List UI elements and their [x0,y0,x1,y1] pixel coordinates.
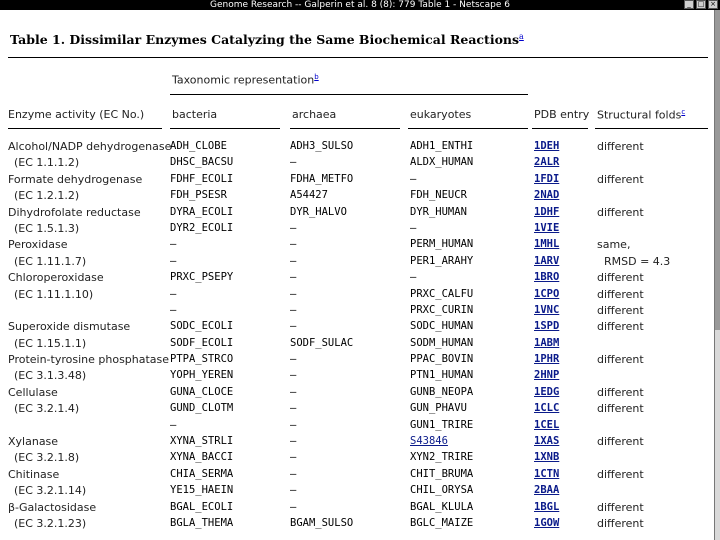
archaea-cell: — [290,402,297,415]
structural-fold-cell: different [597,287,644,301]
archaea-cell: — [290,369,297,382]
eukaryotes-cell: PRXC_CURIN [410,303,474,316]
pdb-entry-link[interactable]: 1CPO [534,287,560,300]
eukaryotes-cell: ALDX_HUMAN [410,156,474,169]
eukaryotes-cell: CHIL_ORYSA [410,484,474,497]
header-rule [532,128,588,129]
col-header-folds-text: Structural folds [597,108,682,122]
bacteria-cell: — [170,287,177,300]
pdb-entry-link[interactable]: 1CLC [534,402,560,415]
archaea-cell: — [290,435,297,448]
table-row [0,450,714,466]
archaea-cell: DYR_HALVO [290,205,347,218]
enzyme-activity-cell: (EC 3.2.1.8) [14,451,80,465]
bacteria-cell: BGLA_THEMA [170,516,234,529]
folds-footnote-link[interactable]: c [681,108,686,116]
structural-fold-cell: different [597,435,644,449]
pdb-entry-link[interactable]: 1VIE [534,221,560,234]
bacteria-cell: FDH_PSESR [170,189,227,202]
pdb-entry-link[interactable]: 1SPD [534,320,560,333]
window-title: Genome Research -- Galperin et al. 8 (8): 779 Table 1 - Netscape 6 [210,0,510,10]
eukaryotes-cell: BGAL_KLULA [410,500,474,513]
table-row [0,270,714,286]
scrollbar-thumb[interactable] [715,10,720,330]
col-header-folds [597,108,685,122]
eukaryotes-cell: PER1_ARAHY [410,254,474,267]
bacteria-cell: DYRA_ECOLI [170,205,234,218]
header-rule [8,128,162,129]
enzyme-activity-cell: Chloroperoxidase [8,271,104,285]
pdb-entry-link[interactable]: 1BGL [534,500,560,513]
col-header-bacteria: bacteria [172,108,218,121]
enzyme-activity-cell: (EC 1.2.1.2) [14,189,80,203]
enzyme-activity-cell: (EC 1.15.1.1) [14,336,87,350]
pdb-entry-link[interactable]: 1PHR [534,353,560,366]
table-row [0,319,714,335]
header-rule [290,128,400,129]
pdb-entry-link[interactable]: 1FDI [534,172,560,185]
eukaryotes-cell[interactable]: S43846 [410,435,448,448]
minimize-button[interactable]: _ [684,0,694,9]
bacteria-cell: FDHF_ECOLI [170,172,234,185]
enzyme-activity-cell: (EC 1.11.1.10) [14,287,94,301]
eukaryotes-cell: — [410,172,417,185]
archaea-cell: — [290,287,297,300]
table-row [0,352,714,368]
table-row [0,516,714,532]
eukaryotes-cell: DYR_HUMAN [410,205,467,218]
pdb-entry-link[interactable]: 1XNB [534,451,560,464]
eukaryotes-cell: GUN1_TRIRE [410,418,474,431]
enzyme-activity-cell: Chitinase [8,467,60,481]
eukaryotes-cell: PPAC_BOVIN [410,353,474,366]
bacteria-cell: BGAL_ECOLI [170,500,234,513]
pdb-entry-link[interactable]: 1MHL [534,238,560,251]
pdb-entry-link[interactable]: 2HNP [534,369,560,382]
bacteria-cell: XYNA_STRLI [170,435,234,448]
structural-fold-cell: different [597,271,644,285]
eukaryotes-cell: CHIT_BRUMA [410,467,474,480]
title-footnote-link[interactable]: a [519,32,524,41]
bacteria-cell: YOPH_YEREN [170,369,234,382]
pdb-entry-link[interactable]: 1BRO [534,271,560,284]
bacteria-cell: SODC_ECOLI [170,320,234,333]
eukaryotes-cell: PRXC_CALFU [410,287,474,300]
window-titlebar [0,0,720,10]
eukaryotes-cell: — [410,271,417,284]
page-content [0,10,714,540]
bacteria-cell: PRXC_PSEPY [170,271,234,284]
table-title-text: Table 1. Dissimilar Enzymes Catalyzing the Same Biochemical Reactions [10,32,520,48]
vertical-scrollbar[interactable] [714,10,720,540]
bacteria-cell: CHIA_SERMA [170,467,234,480]
bacteria-cell: — [170,303,177,316]
header-rule [595,128,708,129]
enzyme-activity-cell: (EC 3.2.1.4) [14,402,80,416]
table-row [0,500,714,516]
structural-fold-cell: RMSD = 4.3 [604,254,671,268]
taxonomic-rule [170,94,528,95]
enzyme-activity-cell: Xylanase [8,435,59,449]
table-row [0,205,714,221]
pdb-entry-link[interactable]: 1XAS [534,435,560,448]
structural-fold-cell: same, [597,238,631,252]
eukaryotes-cell: GUNB_NEOPA [410,385,474,398]
pdb-entry-link[interactable]: 1EDG [534,385,560,398]
bacteria-cell: XYNA_BACCI [170,451,234,464]
structural-fold-cell: different [597,172,644,186]
enzyme-activity-cell: (EC 1.1.1.2) [14,156,80,170]
table-row [0,483,714,499]
col-header-activity: Enzyme activity (EC No.) [8,108,145,121]
enzyme-activity-cell: Dihydrofolate reductase [8,205,141,219]
structural-fold-cell: different [597,500,644,514]
enzyme-activity-cell: (EC 1.5.1.3) [14,221,80,235]
enzyme-activity-cell: Peroxidase [8,238,68,252]
archaea-cell: — [290,221,297,234]
window-controls [684,0,718,10]
archaea-cell: — [290,451,297,464]
table-row [0,467,714,483]
col-header-archaea: archaea [292,108,337,121]
enzyme-activity-cell: (EC 3.1.3.48) [14,369,87,383]
archaea-cell: SODF_SULAC [290,336,354,349]
table-row [0,188,714,204]
eukaryotes-cell: — [410,221,417,234]
pdb-entry-link[interactable]: 2NAD [534,189,560,202]
archaea-cell: — [290,385,297,398]
enzyme-activity-cell: (EC 3.2.1.14) [14,484,87,498]
bacteria-cell: — [170,254,177,267]
eukaryotes-cell: XYN2_TRIRE [410,451,474,464]
pdb-entry-link[interactable]: 1GOW [534,516,560,529]
bacteria-cell: YE15_HAEIN [170,484,234,497]
table-row [0,172,714,188]
archaea-cell: — [290,254,297,267]
table-row [0,155,714,171]
structural-fold-cell: different [597,205,644,219]
table-row [0,303,714,319]
structural-fold-cell: different [597,467,644,481]
table-row [0,385,714,401]
enzyme-activity-cell: (EC 1.11.1.7) [14,254,87,268]
table-row [0,418,714,434]
enzyme-activity-cell: Protein-tyrosine phosphatase [8,353,170,367]
title-rule [8,57,708,58]
table-row [0,254,714,270]
enzyme-activity-cell: Alcohol/NADP dehydrogenase [8,140,172,153]
eukaryotes-cell: SODC_HUMAN [410,320,474,333]
bacteria-cell: PTPA_STRCO [170,353,234,366]
structural-fold-cell: different [597,516,644,530]
eukaryotes-cell: SODM_HUMAN [410,336,474,349]
eukaryotes-cell: PERM_HUMAN [410,238,474,251]
pdb-entry-link[interactable]: 2ALR [534,156,560,169]
header-rule [170,128,280,129]
archaea-cell: — [290,484,297,497]
table-row [0,287,714,303]
table-row [0,368,714,384]
eukaryotes-cell: BGLC_MAIZE [410,516,474,529]
bacteria-cell: SODF_ECOLI [170,336,234,349]
pdb-entry-link[interactable]: 1CTN [534,467,560,480]
taxonomic-footnote-link[interactable]: b [314,73,319,81]
table-row [0,401,714,417]
enzyme-activity-cell: Formate dehydrogenase [8,172,143,186]
bacteria-cell: DHSC_BACSU [170,156,234,169]
bacteria-cell: ADH_CLOBE [170,140,227,152]
close-button[interactable]: × [708,0,718,9]
archaea-cell: — [290,418,297,431]
table-row [0,336,714,352]
structural-fold-cell: different [597,140,644,153]
table-row [0,221,714,237]
pdb-entry-link[interactable]: 1VNC [534,303,560,316]
bacteria-cell: — [170,238,177,251]
archaea-cell: — [290,467,297,480]
table-row [0,434,714,450]
enzyme-activity-cell: Superoxide dismutase [8,320,131,334]
archaea-cell: BGAM_SULSO [290,516,354,529]
pdb-entry-link[interactable]: 1ABM [534,336,560,349]
enzyme-activity-cell: (EC 3.2.1.23) [14,516,87,530]
pdb-entry-link[interactable]: 1DHF [534,205,560,218]
structural-fold-cell: different [597,303,644,317]
col-header-eukaryotes: eukaryotes [410,108,472,121]
bacteria-cell: GUND_CLOTM [170,402,234,415]
table-body [0,139,714,532]
taxonomic-header-text: Taxonomic representation [172,73,315,87]
archaea-cell: A54427 [290,189,328,202]
bacteria-cell: GUNA_CLOCE [170,385,234,398]
header-rule [408,128,528,129]
eukaryotes-cell: GUN_PHAVU [410,402,467,415]
bacteria-cell: — [170,418,177,431]
structural-fold-cell: different [597,353,644,367]
archaea-cell: — [290,303,297,316]
taxonomic-header [172,73,319,87]
eukaryotes-cell: ADH1_ENTHI [410,140,474,152]
enzyme-activity-cell: β-Galactosidase [8,500,97,514]
archaea-cell: ADH3_SULSO [290,140,354,152]
table-title [10,32,524,47]
enzyme-activity-cell: Cellulase [8,385,58,399]
archaea-cell: — [290,238,297,251]
eukaryotes-cell: FDH_NEUCR [410,189,467,202]
archaea-cell: FDHA_METFO [290,172,354,185]
structural-fold-cell: different [597,320,644,334]
archaea-cell: — [290,320,297,333]
archaea-cell: — [290,353,297,366]
pdb-entry-link[interactable]: 2BAA [534,484,560,497]
maximize-button[interactable]: □ [697,0,705,8]
bacteria-cell: DYR2_ECOLI [170,221,234,234]
col-header-pdb: PDB entry [534,108,590,121]
eukaryotes-cell: PTN1_HUMAN [410,369,474,382]
archaea-cell: — [290,156,297,169]
pdb-entry-link[interactable]: 1DEH [534,140,560,152]
pdb-entry-link[interactable]: 1ARV [534,254,560,267]
structural-fold-cell: different [597,402,644,416]
table-row [0,237,714,253]
structural-fold-cell: different [597,385,644,399]
archaea-cell: — [290,500,297,513]
pdb-entry-link[interactable]: 1CEL [534,418,560,431]
table-row [0,139,714,155]
archaea-cell: — [290,271,297,284]
